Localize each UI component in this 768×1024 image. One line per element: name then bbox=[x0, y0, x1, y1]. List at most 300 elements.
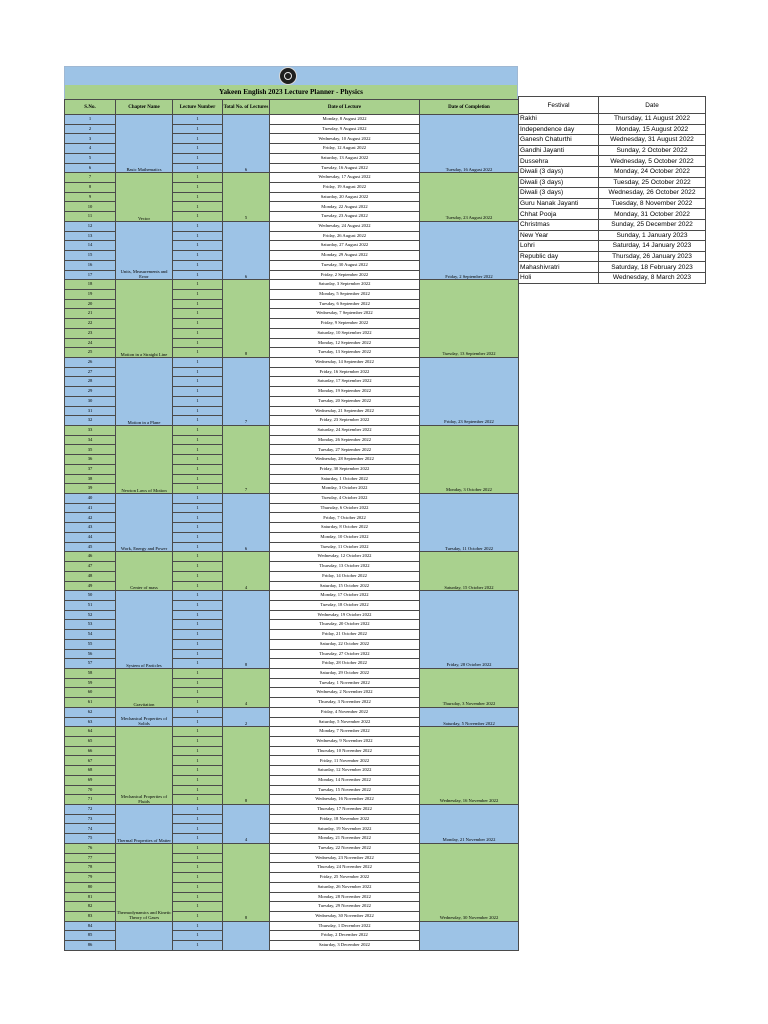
completion-date: Monday, 3 October 2022 bbox=[420, 426, 519, 494]
festival-row bbox=[519, 198, 706, 209]
completion-date: Tuesday, 13 September 2022 bbox=[420, 280, 519, 358]
festival-row bbox=[519, 262, 706, 273]
lecture-date: Tuesday, 30 August 2022 bbox=[270, 260, 420, 270]
lecture-date: Monday, 14 November 2022 bbox=[270, 775, 420, 785]
lecture-date: Wednesday, 9 November 2022 bbox=[270, 737, 420, 747]
lecture-number: 1 bbox=[173, 241, 223, 251]
serial-number: 30 bbox=[65, 396, 116, 406]
serial-number: 53 bbox=[65, 620, 116, 630]
lecture-number: 1 bbox=[173, 455, 223, 465]
chapter-name: Thermodynamics and Kinetic Theory of Gases bbox=[116, 843, 173, 921]
serial-number: 86 bbox=[65, 941, 116, 951]
lecture-number: 1 bbox=[173, 367, 223, 377]
lecture-date: Tuesday, 27 September 2022 bbox=[270, 445, 420, 455]
completion-date: Tuesday, 23 August 2022 bbox=[420, 173, 519, 222]
lecture-number: 1 bbox=[173, 620, 223, 630]
lecture-date: Saturday, 10 September 2022 bbox=[270, 328, 420, 338]
serial-number: 69 bbox=[65, 775, 116, 785]
lecture-date: Wednesday, 12 October 2022 bbox=[270, 552, 420, 562]
lecture-date: Saturday, 12 November 2022 bbox=[270, 766, 420, 776]
total-lectures: 8 bbox=[223, 591, 270, 669]
festival-row bbox=[519, 272, 706, 283]
festival-row bbox=[519, 209, 706, 220]
lecture-number: 1 bbox=[173, 319, 223, 329]
festival-date: Sunday, 25 December 2022 bbox=[599, 219, 706, 230]
header-total: Total No. of Lectures bbox=[223, 100, 270, 115]
lecture-number: 1 bbox=[173, 532, 223, 542]
table-row bbox=[65, 805, 519, 815]
completion-date: Tuesday, 16 August 2022 bbox=[420, 115, 519, 173]
serial-number: 82 bbox=[65, 902, 116, 912]
festival-name: New Year bbox=[519, 230, 599, 241]
table-row bbox=[65, 552, 519, 562]
lecture-number: 1 bbox=[173, 124, 223, 134]
serial-number: 3 bbox=[65, 134, 116, 144]
total-lectures bbox=[223, 921, 270, 950]
lecture-number: 1 bbox=[173, 795, 223, 805]
lecture-number: 1 bbox=[173, 717, 223, 727]
serial-number: 65 bbox=[65, 737, 116, 747]
serial-number: 8 bbox=[65, 183, 116, 193]
serial-number: 63 bbox=[65, 717, 116, 727]
lecture-number: 1 bbox=[173, 902, 223, 912]
lecture-date: Saturday, 27 August 2022 bbox=[270, 241, 420, 251]
table-row bbox=[65, 280, 519, 290]
festival-date: Sunday, 2 October 2022 bbox=[599, 145, 706, 156]
lecture-table bbox=[64, 99, 519, 951]
lecture-number: 1 bbox=[173, 163, 223, 173]
festival-name: Republic day bbox=[519, 251, 599, 262]
serial-number: 22 bbox=[65, 319, 116, 329]
serial-number: 12 bbox=[65, 221, 116, 231]
serial-number: 74 bbox=[65, 824, 116, 834]
lecture-date: Friday, 11 November 2022 bbox=[270, 756, 420, 766]
lecture-date: Friday, 4 November 2022 bbox=[270, 707, 420, 717]
serial-number: 43 bbox=[65, 523, 116, 533]
lecture-date: Monday, 17 October 2022 bbox=[270, 591, 420, 601]
lecture-date: Friday, 2 September 2022 bbox=[270, 270, 420, 280]
lecture-number: 1 bbox=[173, 115, 223, 125]
serial-number: 4 bbox=[65, 144, 116, 154]
lecture-number: 1 bbox=[173, 853, 223, 863]
table-header-row bbox=[65, 100, 519, 115]
lecture-date: Thursday, 13 October 2022 bbox=[270, 562, 420, 572]
lecture-date: Monday, 28 November 2022 bbox=[270, 892, 420, 902]
lecture-number: 1 bbox=[173, 824, 223, 834]
lecture-number: 1 bbox=[173, 416, 223, 426]
table-row bbox=[65, 115, 519, 125]
serial-number: 58 bbox=[65, 668, 116, 678]
total-lectures: 4 bbox=[223, 552, 270, 591]
serial-number: 60 bbox=[65, 688, 116, 698]
serial-number: 1 bbox=[65, 115, 116, 125]
lecture-date: Tuesday, 9 August 2022 bbox=[270, 124, 420, 134]
festival-row bbox=[519, 145, 706, 156]
lecture-date: Saturday, 29 October 2022 bbox=[270, 668, 420, 678]
completion-date: Wednesday, 30 November 2022 bbox=[420, 843, 519, 921]
festival-row bbox=[519, 251, 706, 262]
lecture-number: 1 bbox=[173, 387, 223, 397]
lecture-date: Tuesday, 23 August 2022 bbox=[270, 212, 420, 222]
festival-table-body bbox=[519, 114, 706, 284]
table-row bbox=[65, 668, 519, 678]
lecture-date: Friday, 25 November 2022 bbox=[270, 873, 420, 883]
serial-number: 59 bbox=[65, 678, 116, 688]
lecture-date: Friday, 26 August 2022 bbox=[270, 231, 420, 241]
chapter-name: Gravitation bbox=[116, 668, 173, 707]
lecture-date: Friday, 2 December 2022 bbox=[270, 931, 420, 941]
festival-row bbox=[519, 124, 706, 135]
lecture-number: 1 bbox=[173, 474, 223, 484]
lecture-number: 1 bbox=[173, 737, 223, 747]
lecture-date: Tuesday, 6 September 2022 bbox=[270, 299, 420, 309]
festival-header-row bbox=[519, 97, 706, 114]
serial-number: 47 bbox=[65, 562, 116, 572]
serial-number: 46 bbox=[65, 552, 116, 562]
lecture-date: Saturday, 19 November 2022 bbox=[270, 824, 420, 834]
lecture-date: Friday, 7 October 2022 bbox=[270, 513, 420, 523]
festival-row bbox=[519, 114, 706, 125]
serial-number: 80 bbox=[65, 882, 116, 892]
lecture-date: Saturday, 3 September 2022 bbox=[270, 280, 420, 290]
completion-date: Saturday, 15 October 2022 bbox=[420, 552, 519, 591]
lecture-number: 1 bbox=[173, 406, 223, 416]
serial-number: 66 bbox=[65, 746, 116, 756]
serial-number: 55 bbox=[65, 639, 116, 649]
serial-number: 72 bbox=[65, 805, 116, 815]
serial-number: 62 bbox=[65, 707, 116, 717]
yakeen-logo-icon bbox=[279, 67, 297, 85]
lecture-date: Friday, 21 October 2022 bbox=[270, 630, 420, 640]
lecture-number: 1 bbox=[173, 911, 223, 921]
lecture-date: Monday, 10 October 2022 bbox=[270, 532, 420, 542]
lecture-number: 1 bbox=[173, 513, 223, 523]
lecture-number: 1 bbox=[173, 814, 223, 824]
serial-number: 11 bbox=[65, 212, 116, 222]
serial-number: 23 bbox=[65, 328, 116, 338]
lecture-number: 1 bbox=[173, 591, 223, 601]
serial-number: 18 bbox=[65, 280, 116, 290]
lecture-date: Monday, 3 October 2022 bbox=[270, 484, 420, 494]
serial-number: 2 bbox=[65, 124, 116, 134]
lecture-number: 1 bbox=[173, 698, 223, 708]
lecture-number: 1 bbox=[173, 309, 223, 319]
lecture-date: Thursday, 3 November 2022 bbox=[270, 698, 420, 708]
serial-number: 14 bbox=[65, 241, 116, 251]
chapter-name: Newton Laws of Motion bbox=[116, 426, 173, 494]
serial-number: 5 bbox=[65, 153, 116, 163]
lecture-number: 1 bbox=[173, 542, 223, 552]
serial-number: 44 bbox=[65, 532, 116, 542]
serial-number: 49 bbox=[65, 581, 116, 591]
lecture-date: Friday, 16 September 2022 bbox=[270, 367, 420, 377]
header-chapter: Chapter Name bbox=[116, 100, 173, 115]
serial-number: 83 bbox=[65, 911, 116, 921]
table-row bbox=[65, 357, 519, 367]
lecture-date: Monday, 26 September 2022 bbox=[270, 435, 420, 445]
lecture-date: Tuesday, 1 November 2022 bbox=[270, 678, 420, 688]
festival-date: Wednesday, 5 October 2022 bbox=[599, 156, 706, 167]
lecture-date: Friday, 23 September 2022 bbox=[270, 416, 420, 426]
serial-number: 48 bbox=[65, 571, 116, 581]
total-lectures: 8 bbox=[223, 727, 270, 805]
lecture-number: 1 bbox=[173, 766, 223, 776]
festival-date: Wednesday, 31 August 2022 bbox=[599, 135, 706, 146]
lecture-number: 1 bbox=[173, 435, 223, 445]
lecture-date: Monday, 29 August 2022 bbox=[270, 251, 420, 261]
lecture-date: Saturday, 24 September 2022 bbox=[270, 426, 420, 436]
lecture-planner-sheet bbox=[64, 66, 518, 951]
chapter-name: Units, Measurements and Error bbox=[116, 221, 173, 279]
table-row bbox=[65, 727, 519, 737]
lecture-date: Saturday, 22 October 2022 bbox=[270, 639, 420, 649]
serial-number: 68 bbox=[65, 766, 116, 776]
total-lectures: 7 bbox=[223, 426, 270, 494]
lecture-number: 1 bbox=[173, 348, 223, 358]
festival-row bbox=[519, 156, 706, 167]
table-row bbox=[65, 426, 519, 436]
lecture-date: Saturday, 3 December 2022 bbox=[270, 941, 420, 951]
lecture-number: 1 bbox=[173, 785, 223, 795]
header-lecture-number: Lecture Number bbox=[173, 100, 223, 115]
lecture-date: Tuesday, 29 November 2022 bbox=[270, 902, 420, 912]
lecture-number: 1 bbox=[173, 843, 223, 853]
lecture-number: 1 bbox=[173, 445, 223, 455]
lecture-number: 1 bbox=[173, 882, 223, 892]
festival-date: Tuesday, 25 October 2022 bbox=[599, 177, 706, 188]
serial-number: 51 bbox=[65, 600, 116, 610]
festival-name: Mahashivratri bbox=[519, 262, 599, 273]
serial-number: 57 bbox=[65, 659, 116, 669]
lecture-number: 1 bbox=[173, 931, 223, 941]
lecture-number: 1 bbox=[173, 639, 223, 649]
chapter-name: System of Particles bbox=[116, 591, 173, 669]
serial-number: 85 bbox=[65, 931, 116, 941]
lecture-number: 1 bbox=[173, 202, 223, 212]
lecture-number: 1 bbox=[173, 144, 223, 154]
lecture-number: 1 bbox=[173, 746, 223, 756]
chapter-name: Thermal Properties of Matter bbox=[116, 805, 173, 844]
lecture-date: Saturday, 1 October 2022 bbox=[270, 474, 420, 484]
lecture-date: Saturday, 17 September 2022 bbox=[270, 377, 420, 387]
chapter-name: Mechanical Properties of Solids bbox=[116, 707, 173, 726]
serial-number: 64 bbox=[65, 727, 116, 737]
serial-number: 71 bbox=[65, 795, 116, 805]
festival-row bbox=[519, 241, 706, 252]
serial-number: 20 bbox=[65, 299, 116, 309]
serial-number: 61 bbox=[65, 698, 116, 708]
lecture-date: Saturday, 26 November 2022 bbox=[270, 882, 420, 892]
lecture-date: Friday, 14 October 2022 bbox=[270, 571, 420, 581]
lecture-number: 1 bbox=[173, 873, 223, 883]
festival-name: Holi bbox=[519, 272, 599, 283]
festival-date-header: Date bbox=[599, 97, 706, 114]
lecture-date: Monday, 7 November 2022 bbox=[270, 727, 420, 737]
lecture-date: Thursday, 6 October 2022 bbox=[270, 503, 420, 513]
lecture-date: Wednesday, 24 August 2022 bbox=[270, 221, 420, 231]
completion-date: Friday, 28 October 2022 bbox=[420, 591, 519, 669]
table-row bbox=[65, 843, 519, 853]
header-banner bbox=[64, 66, 518, 85]
lecture-number: 1 bbox=[173, 600, 223, 610]
festival-name: Rakhi bbox=[519, 114, 599, 125]
festival-date: Thursday, 11 August 2022 bbox=[599, 114, 706, 125]
lecture-number: 1 bbox=[173, 941, 223, 951]
serial-number: 33 bbox=[65, 426, 116, 436]
serial-number: 52 bbox=[65, 610, 116, 620]
completion-date bbox=[420, 921, 519, 950]
completion-date: Tuesday, 11 October 2022 bbox=[420, 494, 519, 552]
lecture-date: Thursday, 24 November 2022 bbox=[270, 863, 420, 873]
chapter-name: Mechanical Properties of Fluids bbox=[116, 727, 173, 805]
chapter-name bbox=[116, 921, 173, 950]
lecture-number: 1 bbox=[173, 396, 223, 406]
lecture-date: Friday, 9 September 2022 bbox=[270, 319, 420, 329]
serial-number: 36 bbox=[65, 455, 116, 465]
festival-date: Monday, 24 October 2022 bbox=[599, 166, 706, 177]
table-row bbox=[65, 221, 519, 231]
lecture-number: 1 bbox=[173, 892, 223, 902]
lecture-date: Saturday, 8 October 2022 bbox=[270, 523, 420, 533]
table-row bbox=[65, 591, 519, 601]
lecture-number: 1 bbox=[173, 289, 223, 299]
festival-name: Diwali (3 days) bbox=[519, 188, 599, 199]
serial-number: 78 bbox=[65, 863, 116, 873]
header-sno: S.No. bbox=[65, 100, 116, 115]
lecture-date: Tuesday, 18 October 2022 bbox=[270, 600, 420, 610]
serial-number: 32 bbox=[65, 416, 116, 426]
lecture-number: 1 bbox=[173, 328, 223, 338]
lecture-number: 1 bbox=[173, 834, 223, 844]
chapter-name: Vector bbox=[116, 173, 173, 222]
lecture-date: Thursday, 10 November 2022 bbox=[270, 746, 420, 756]
festival-date: Saturday, 14 January 2023 bbox=[599, 241, 706, 252]
chapter-name: Motion in a Straight Line bbox=[116, 280, 173, 358]
lecture-date: Wednesday, 30 November 2022 bbox=[270, 911, 420, 921]
chapter-name: Basic Mathematics bbox=[116, 115, 173, 173]
serial-number: 13 bbox=[65, 231, 116, 241]
lecture-number: 1 bbox=[173, 494, 223, 504]
lecture-number: 1 bbox=[173, 338, 223, 348]
lecture-number: 1 bbox=[173, 523, 223, 533]
table-row bbox=[65, 921, 519, 931]
serial-number: 25 bbox=[65, 348, 116, 358]
completion-date: Friday, 23 September 2022 bbox=[420, 357, 519, 425]
lecture-date: Wednesday, 10 August 2022 bbox=[270, 134, 420, 144]
serial-number: 27 bbox=[65, 367, 116, 377]
lecture-number: 1 bbox=[173, 678, 223, 688]
serial-number: 35 bbox=[65, 445, 116, 455]
festival-row bbox=[519, 177, 706, 188]
lecture-date: Friday, 19 August 2022 bbox=[270, 183, 420, 193]
lecture-date: Wednesday, 7 September 2022 bbox=[270, 309, 420, 319]
total-lectures: 6 bbox=[223, 494, 270, 552]
lecture-date: Saturday, 15 October 2022 bbox=[270, 581, 420, 591]
lecture-date: Wednesday, 14 September 2022 bbox=[270, 357, 420, 367]
lecture-number: 1 bbox=[173, 562, 223, 572]
total-lectures: 6 bbox=[223, 221, 270, 279]
lecture-number: 1 bbox=[173, 464, 223, 474]
festival-name: Dussehra bbox=[519, 156, 599, 167]
lecture-date: Wednesday, 21 September 2022 bbox=[270, 406, 420, 416]
festival-row bbox=[519, 219, 706, 230]
lecture-date: Thursday, 17 November 2022 bbox=[270, 805, 420, 815]
lecture-number: 1 bbox=[173, 688, 223, 698]
lecture-date: Tuesday, 16 August 2022 bbox=[270, 163, 420, 173]
lecture-date: Tuesday, 15 November 2022 bbox=[270, 785, 420, 795]
lecture-number: 1 bbox=[173, 280, 223, 290]
lecture-number: 1 bbox=[173, 581, 223, 591]
serial-number: 81 bbox=[65, 892, 116, 902]
serial-number: 28 bbox=[65, 377, 116, 387]
total-lectures: 8 bbox=[223, 843, 270, 921]
lecture-date: Monday, 8 August 2022 bbox=[270, 115, 420, 125]
festival-name: Gandhi Jayanti bbox=[519, 145, 599, 156]
total-lectures: 6 bbox=[223, 115, 270, 173]
lecture-date: Wednesday, 28 September 2022 bbox=[270, 455, 420, 465]
lecture-date: Tuesday, 4 October 2022 bbox=[270, 494, 420, 504]
lecture-date: Saturday, 13 August 2022 bbox=[270, 153, 420, 163]
total-lectures: 5 bbox=[223, 173, 270, 222]
serial-number: 73 bbox=[65, 814, 116, 824]
serial-number: 67 bbox=[65, 756, 116, 766]
festival-name: Chhat Pooja bbox=[519, 209, 599, 220]
lecture-number: 1 bbox=[173, 192, 223, 202]
serial-number: 16 bbox=[65, 260, 116, 270]
festival-date: Saturday, 18 February 2023 bbox=[599, 262, 706, 273]
chapter-name: Work, Energy and Power bbox=[116, 494, 173, 552]
lecture-number: 1 bbox=[173, 426, 223, 436]
header-completion: Date of Completion bbox=[420, 100, 519, 115]
festival-row bbox=[519, 166, 706, 177]
serial-number: 19 bbox=[65, 289, 116, 299]
festival-name: Independence day bbox=[519, 124, 599, 135]
serial-number: 24 bbox=[65, 338, 116, 348]
festival-date: Tuesday, 8 November 2022 bbox=[599, 198, 706, 209]
lecture-number: 1 bbox=[173, 805, 223, 815]
festival-table-wrapper bbox=[518, 96, 705, 284]
lecture-number: 1 bbox=[173, 863, 223, 873]
festival-row bbox=[519, 230, 706, 241]
total-lectures: 4 bbox=[223, 668, 270, 707]
lecture-date: Saturday, 20 August 2022 bbox=[270, 192, 420, 202]
lecture-number: 1 bbox=[173, 134, 223, 144]
lecture-number: 1 bbox=[173, 921, 223, 931]
serial-number: 75 bbox=[65, 834, 116, 844]
festival-name: Guru Nanak Jayanti bbox=[519, 198, 599, 209]
serial-number: 79 bbox=[65, 873, 116, 883]
serial-number: 76 bbox=[65, 843, 116, 853]
lecture-date: Wednesday, 19 October 2022 bbox=[270, 610, 420, 620]
lecture-date: Monday, 22 August 2022 bbox=[270, 202, 420, 212]
lecture-number: 1 bbox=[173, 153, 223, 163]
lecture-number: 1 bbox=[173, 668, 223, 678]
lecture-number: 1 bbox=[173, 503, 223, 513]
lecture-date: Monday, 12 September 2022 bbox=[270, 338, 420, 348]
lecture-number: 1 bbox=[173, 727, 223, 737]
lecture-date: Wednesday, 17 August 2022 bbox=[270, 173, 420, 183]
lecture-date: Friday, 28 October 2022 bbox=[270, 659, 420, 669]
lecture-date: Saturday, 5 November 2022 bbox=[270, 717, 420, 727]
lecture-number: 1 bbox=[173, 649, 223, 659]
serial-number: 42 bbox=[65, 513, 116, 523]
lecture-date: Monday, 5 September 2022 bbox=[270, 289, 420, 299]
lecture-number: 1 bbox=[173, 775, 223, 785]
festival-date: Monday, 31 October 2022 bbox=[599, 209, 706, 220]
lecture-date: Monday, 19 September 2022 bbox=[270, 387, 420, 397]
festival-header: Festival bbox=[519, 97, 599, 114]
completion-date: Thursday, 3 November 2022 bbox=[420, 668, 519, 707]
